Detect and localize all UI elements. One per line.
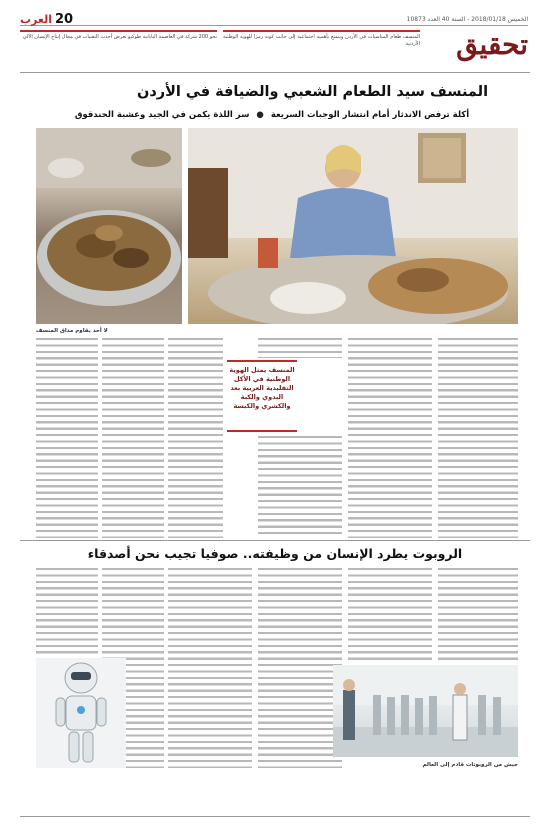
article-column-4 — [168, 338, 223, 538]
divider — [20, 540, 530, 541]
article-headline-2: الروبوت يطرد الإنسان من وظيفته.. صوفيا تجيب نحن أصدقاء — [87, 546, 463, 561]
subhead-2: سر اللذة يكمن في الجيد وعشبة الحندقوق — [74, 110, 250, 120]
photo-caption: لا أحد يقاوم مذاق المنسف — [36, 328, 108, 334]
article-column-5 — [102, 338, 164, 538]
article-column-2 — [348, 338, 432, 538]
article2-column-2 — [348, 568, 432, 660]
article-subheads — [30, 110, 514, 120]
article-column-3a — [258, 338, 342, 358]
woman-eating-photo — [188, 128, 518, 324]
footer-rule — [20, 816, 530, 817]
article2-column-6 — [36, 568, 98, 654]
pull-quote: المنسف يمثل الهوية الوطنية في الأكل التقليدية العربية بعد البدوي والكبة والكشري والكبسة — [227, 360, 297, 432]
article-column-1 — [438, 338, 518, 538]
page-number: 20 — [55, 12, 74, 27]
teaser-1: المنسف طعام المناسبات في الأردن ويتمتع بأهمية اجتماعية إلى جانب كونه رمزا للهوية الوطنية الأردنية — [223, 30, 420, 58]
article2-column-3 — [258, 568, 342, 768]
robot-factory-photo — [333, 665, 518, 757]
section-title: تحقيق — [456, 28, 528, 61]
bullet-icon: ● — [256, 110, 264, 120]
page-header — [20, 14, 528, 26]
brand — [20, 12, 73, 27]
article-column-6 — [36, 338, 98, 538]
mansaf-photo — [36, 128, 182, 324]
article-headline: المنسف سيد الطعام الشعبي والضيافة في الأردن — [136, 84, 489, 100]
photo-caption-2: جيش من الروبوتات قادم إلى العالم — [422, 762, 518, 768]
teaser-strip — [20, 30, 420, 58]
divider — [20, 72, 530, 73]
brand-logo: العرب — [20, 13, 53, 26]
article2-column-4 — [168, 568, 252, 768]
subhead-1: أكلة ترفض الاندثار أمام انتشار الوجبات السريعة — [270, 110, 470, 120]
robot-photo — [36, 658, 126, 768]
article2-column-1 — [438, 568, 518, 660]
dateline: الخميس 2018/01/18 - السنة 40 العدد 10873 — [406, 16, 528, 23]
teaser-2: نحو 200 شركة في العاصمة اليابانية طوكيو تعرض أحدث التقنيات في مجال إنتاج الإنسان الآلي — [20, 30, 217, 58]
article-column-3b — [258, 436, 342, 538]
